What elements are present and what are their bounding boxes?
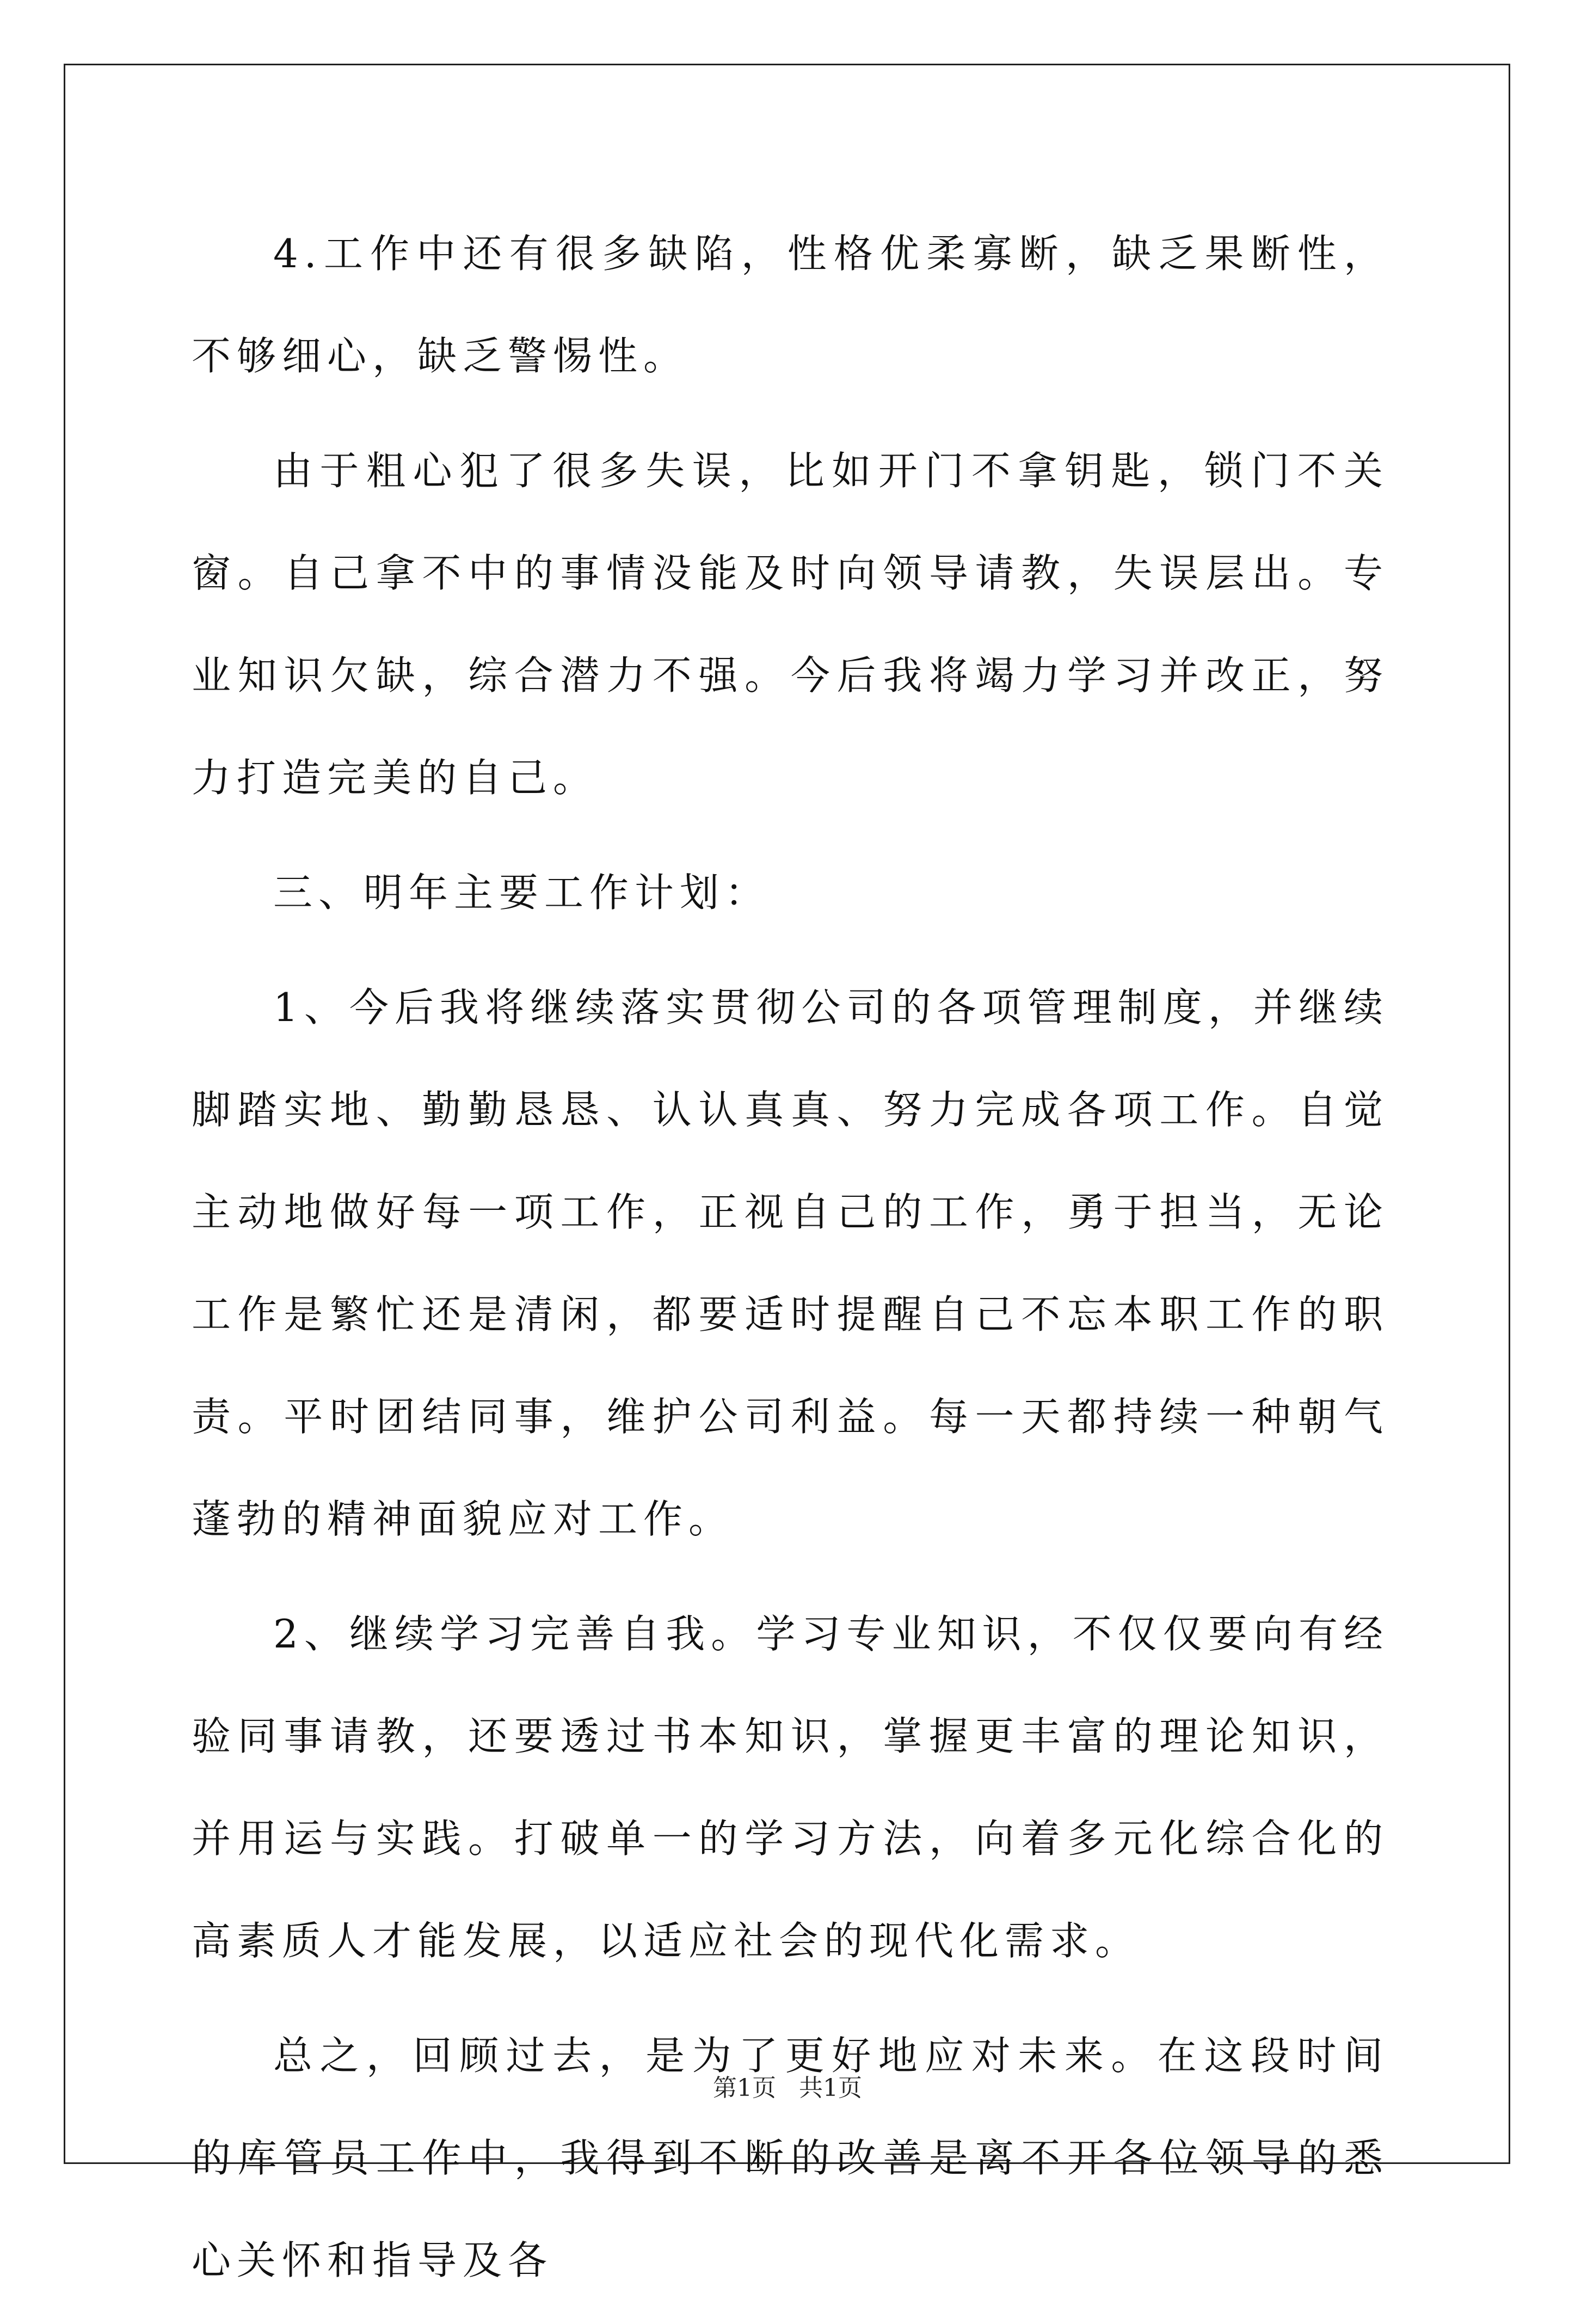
paragraph-1: 4.工作中还有很多缺陷，性格优柔寡断，缺乏果断性，不够细心，缺乏警惕性。 [192, 231, 1389, 379]
section-heading: 三、明年主要工作计划： [273, 870, 771, 915]
paragraph-5: 总之，回顾过去，是为了更好地应对未来。在这段时间的库管员工作中，我得到不断的改善是离不开各位领导的悉心关怀和指导及各 [192, 2033, 1389, 2283]
paragraph-3: 1、今后我将继续落实贯彻公司的各项管理制度，并继续脚踏实地、勤勤恳恳、认认真真、努力完成各项工作。自觉主动地做好每一项工作，正视自己的工作，勇于担当，无论工作是繁忙还是清闲，都要适时提醒自己不忘本职工作的职责。平时团结同事，维护公司利益。每一天都持续一种朝气蓬勃的精神面貌应对工作。 [192, 985, 1389, 1542]
document-body [192, 202, 1389, 2324]
paragraph-2: 由于粗心犯了很多失误，比如开门不拿钥匙，锁门不关窗。自己拿不中的事情没能及时向领导请教，失误层出。专业知识欠缺，综合潜力不强。今后我将竭力学习并改正，努力打造完美的自己。 [192, 448, 1389, 801]
page-footer: 第1页 共1页 [713, 2074, 862, 2102]
paragraph-4: 2、继续学习完善自我。学习专业知识，不仅仅要向有经验同事请教，还要透过书本知识，掌握更丰富的理论知识，并用运与实践。打破单一的学习方法，向着多元化综合化的高素质人才能发展，以适应社会的现代化需求。 [192, 1611, 1389, 1964]
